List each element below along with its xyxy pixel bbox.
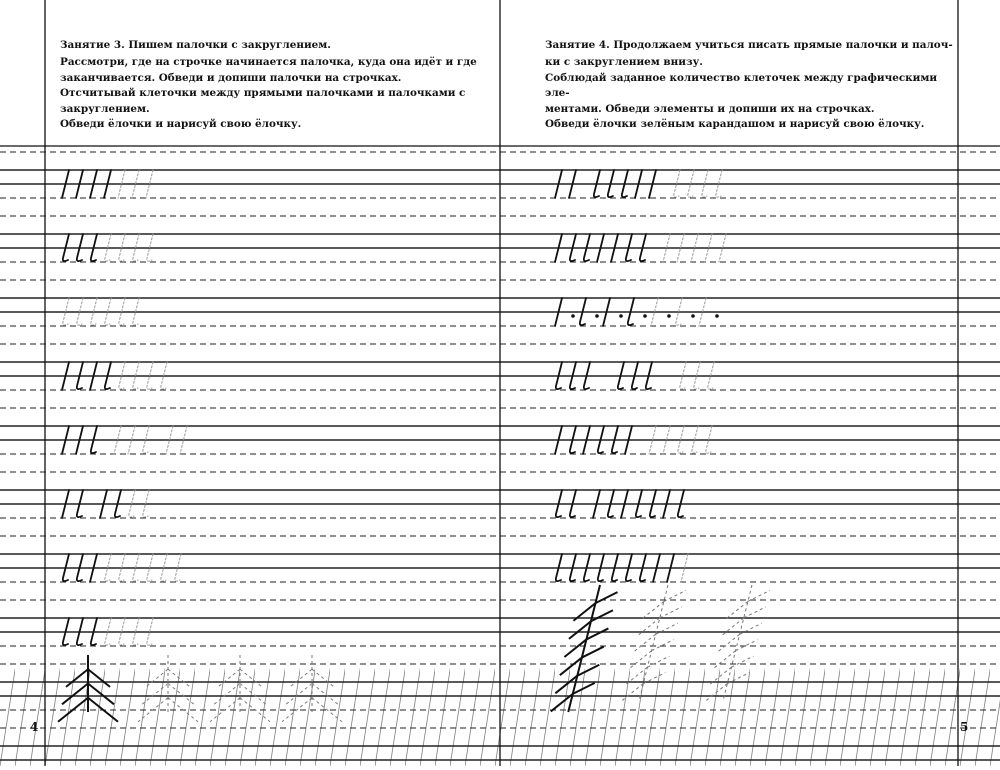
page-number-right: 5 — [960, 720, 969, 734]
dot-element — [619, 314, 623, 318]
dot-element — [715, 314, 719, 318]
right-page-instructions — [545, 38, 960, 132]
instruction-line: Обведи ёлочки зелёным карандашом и нарисуй свою ёлочку. — [545, 118, 925, 131]
left-page-instructions — [60, 38, 500, 132]
instruction-line: Обведи ёлочки и нарисуй свою ёлочку. — [60, 118, 302, 131]
dot-element — [595, 314, 599, 318]
instruction-line: Рассмотри, где на строчке начинается палочка, куда она идёт и где — [60, 56, 477, 69]
lesson-title: Занятие 4. Продолжаем учиться писать прямые палочки и палоч- — [545, 39, 953, 51]
lesson-title: Занятие 3. Пишем палочки с закруглением. — [60, 39, 331, 51]
dot-element — [571, 314, 575, 318]
instruction-line: ментами. Обведи элементы и допиши их на строчках. — [545, 102, 875, 115]
instruction-line: Отсчитывай клеточки между прямыми палочками и палочками с — [60, 87, 466, 100]
dot-element — [691, 314, 695, 318]
dot-element — [667, 314, 671, 318]
instruction-line: закруглением. — [60, 102, 150, 115]
instruction-line: Соблюдай заданное количество клеточек между графическими эле- — [545, 71, 938, 100]
instruction-line: ки с закруглением внизу. — [545, 56, 703, 69]
dot-element — [643, 314, 647, 318]
instruction-line: заканчивается. Обведи и допиши палочки на строчках. — [60, 71, 402, 84]
page-number-left: 4 — [30, 720, 39, 734]
